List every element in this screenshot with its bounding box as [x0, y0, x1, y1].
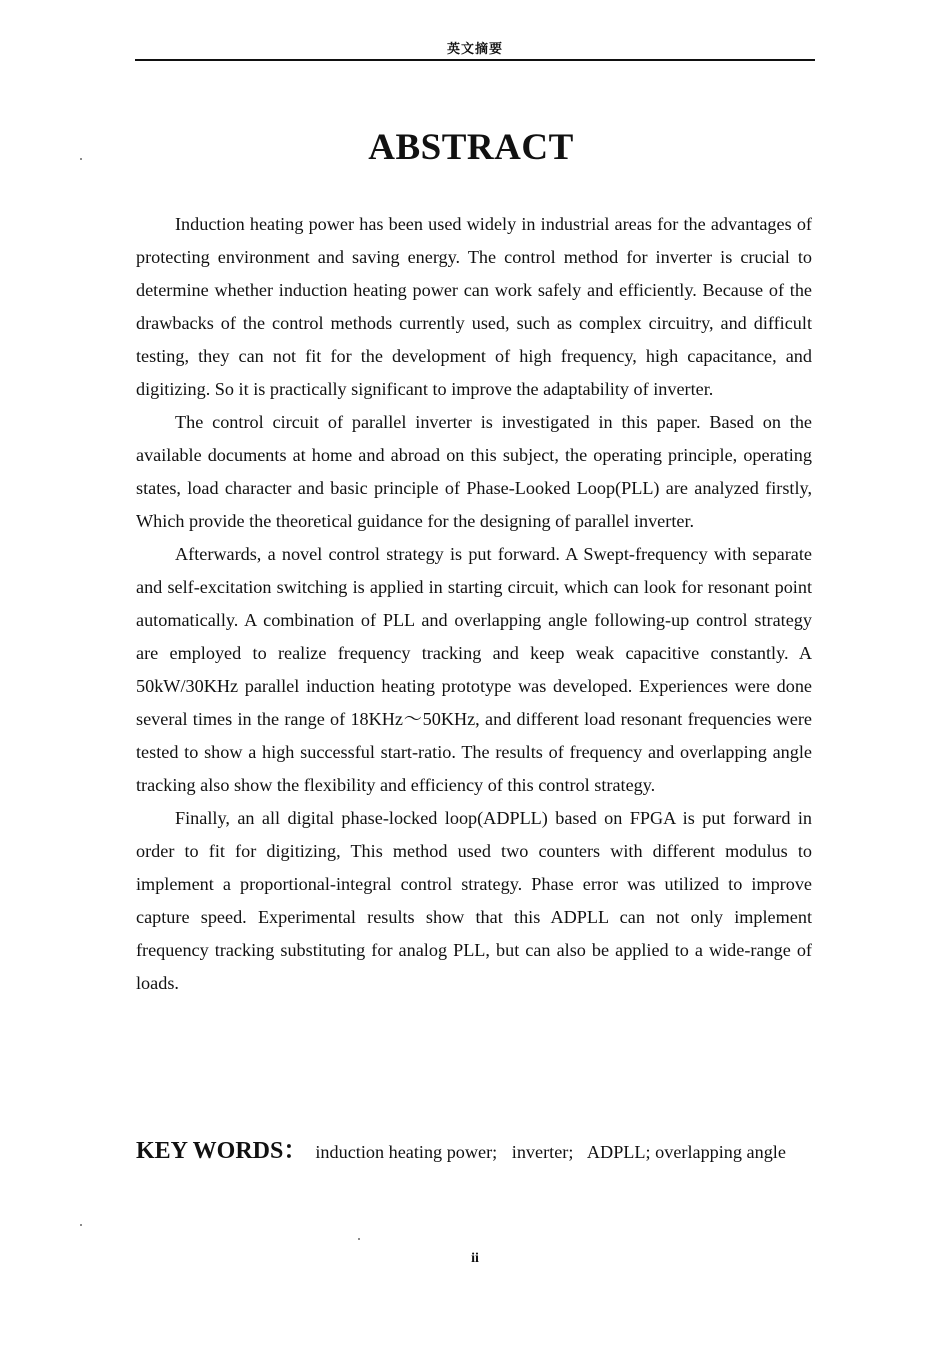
scan-speck — [80, 1224, 82, 1226]
page-number: ii — [471, 1251, 479, 1266]
keywords-line — [136, 1135, 816, 1169]
abstract-title: ABSTRACT — [368, 127, 574, 168]
keyword-item: ADPLL; overlapping angle — [586, 1142, 786, 1162]
running-header: 英文摘要 — [446, 42, 503, 57]
abstract-paragraph: Induction heating power has been used widely in industrial areas for the advantages of protecting environment and saving energy. The control method for inverter is crucial to determine whether induction heating power can work safely and efficiently. Because of the drawbacks of the control methods currently used, such as complex circuitry, and difficult testing, they can not fit for the development of high frequency, high capacitance, and digitizing. So it is practically significant to improve the adaptability of inverter. — [136, 214, 812, 399]
header-rule — [135, 59, 815, 61]
scan-speck — [358, 1238, 360, 1240]
keywords-label: KEY WORDS： — [136, 1138, 308, 1164]
abstract-body — [136, 208, 812, 1000]
abstract-paragraph: The control circuit of parallel inverter is investigated in this paper. Based on the available documents at home and abroad on this subject, the operating principle, operating states, load character and basic principle of Phase-Looked Loop(PLL) are analyzed firstly, Which provide the theoretical guidance for the designing of parallel inverter. — [136, 412, 812, 531]
abstract-paragraph: Finally, an all digital phase-locked loop(ADPLL) based on FPGA is put forward in order to fit for digitizing, This method used two counters with different modulus to implement a proportional-integral control strategy. Phase error was utilized to improve capture speed. Experimental results show that this ADPLL can not only implement frequency tracking substituting for analog PLL, but can also be applied to a wide-range of loads. — [136, 808, 812, 993]
keyword-item: inverter; — [511, 1142, 574, 1162]
keyword-item: induction heating power; — [315, 1142, 498, 1162]
abstract-paragraph: Afterwards, a novel control strategy is put forward. A Swept-frequency with separate and self-excitation switching is applied in starting circuit, which can look for resonant point automatically. A combination of PLL and overlapping angle following-up control strategy are employed to realize frequency tracking and keep weak capacitive constantly. A 50kW/30KHz parallel induction heating prototype was developed. Experiences were done several times in the range of 18KHz～50KHz, and different load resonant frequencies were tested to show a high successful start-ratio. The results of frequency and overlapping angle tracking also show the flexibility and efficiency of this control strategy. — [136, 544, 812, 795]
